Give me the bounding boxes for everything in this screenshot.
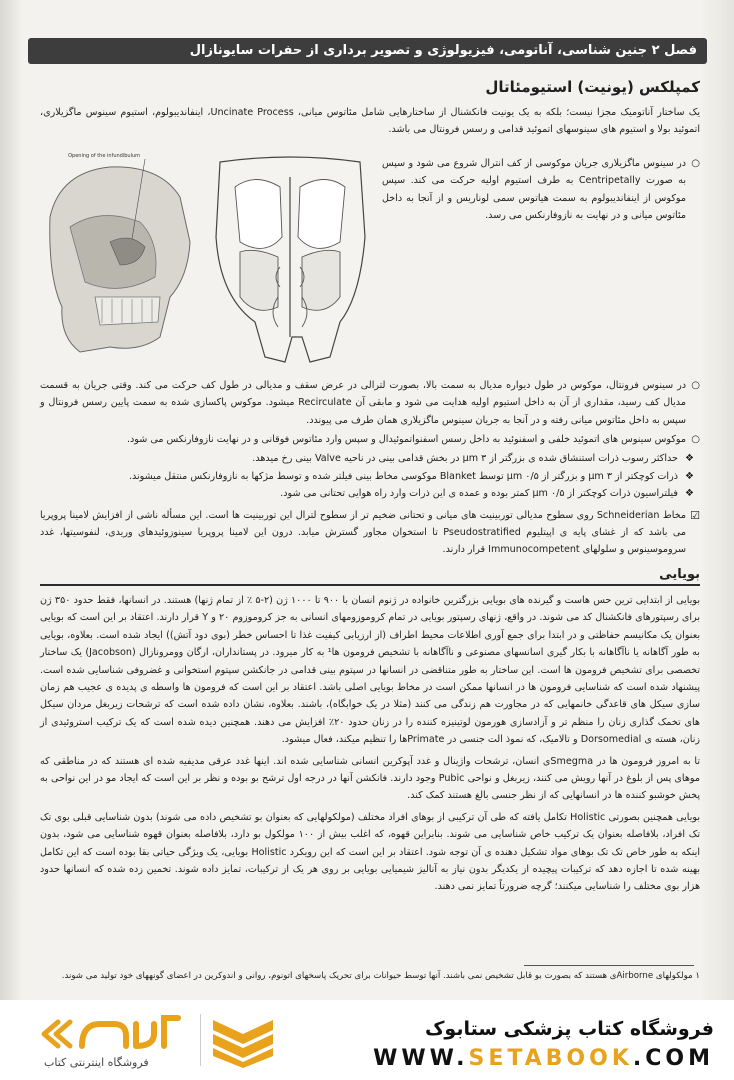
page-content	[40, 72, 700, 900]
figure-callout-label: Opening of the infundibulum	[68, 152, 140, 159]
store-banner	[0, 1000, 734, 1080]
shop-name: فروشگاه کتاب پزشکی ستابوک	[424, 1018, 714, 1040]
figure-side-text	[382, 155, 700, 227]
setabook-logo-icon	[34, 1010, 184, 1058]
intro-paragraph: یک ساختار آناتومیک مجزا نیست؛ بلکه به یک یونیت فانکشنال از ساختارهایی شامل مئاتوس میانی، Uncinate Process، اینفاندیبولوم، استیوم سینوس ماگزیلاری، اتموئید بولا و استیوم های سینوسهای اتموئید قدامی و رسس فرونتال می باشد.	[40, 107, 700, 136]
section-title-ostiomeatal: کمپلکس (یونیت) استیومئاتال	[485, 78, 700, 96]
paragraph: بویایی از ابتدایی ترین حس هاست و گیرنده های بویایی بزرگترین خانواده در ژنوم انسان با ۹۰۰ تا ۱۰۰۰ ژن (۲-۵ ٪ از تمام ژنها) هستند. در انسانها، فقط حدود ۳۵۰ ژن برای رسپتورهای فانکشنال کد می شوند. در واقع، ژنهای رسپتور بویایی در تمام کروموزومهای انسانی به جز کروموزوم ۲۰ و Y قرار دارند. اعتقاد بر این است که بویایی بعنوان یک مکانیسم حفاظتی و در ابتدا برای جمع آوری اطلاعات محیط اطراف (از ارزیابی کیفیت غذا تا احساس خطر (بوی دود آتش)) ایجاد شده است. بعلاوه، بویایی به طور آگاهانه یا ناآگاهانه با بکار گیری اسانسهای مصنوعی و ناآگاهانه با تشخیص فرومون ها¹ به کار میرود. در پستانداران، ارگان وومرونازال (Jacobson) یک ساختار تخصصی برای تشخیص فرومون ها است. این ساختار به طور متناقضی در انسانها در سپتوم بینی قدامی در جانکشن سپتوم استخوانی و غضروفی شناسایی شده است. پیشنهاد شده است که شناسایی فرومون ها در انسانها ممکن است در مخاط بویایی اصلی باشد. اعتقاد بر این است که فرومون ها واسطه ی پدیده ی عجیب هم زمان سازی سیکل های قاعدگی خانمهایی که در مجاورت هم زندگی می کنند (مثلا در یک خوابگاه)، باشند. بعلاوه، نشان داده شده است که ترشحات زیربغل مردان سیکل های تخمک گذاری زنان را منظم تر و آزادسازی هورمون لوتینیزه کننده را در زنان حدود ۲۰٪ افزایش می دهند. همچنین دیده شده است که یک ترکیب استروئیدی از زنان، هسته ی Dorsomedial و تالامیک، که نموذ الت جنسی در Primateها را تنظیم میکند، فعال میشود.	[40, 594, 701, 746]
particle-list	[40, 450, 700, 502]
section-title-olfaction: بویایی	[40, 567, 700, 586]
star-item: ❖ فیلتراسیون ذرات کوچکتر از ۰/۵ µm کمتر بوده و عمده ی این ذرات وارد راه هوایی تحتانی می شود.	[280, 488, 694, 500]
checkbox-icon: ☑	[690, 508, 700, 522]
sinus-anatomy-figure	[40, 147, 375, 372]
coronal-sinus-figure	[216, 157, 365, 362]
paragraph: تا به امروز فرومون ها در Smegmaی انسان، ترشحات واژینال و غدد آپوکرین انسانی شناسایی شده اند. اینها غدد عرقی مدیفیه شده ای هستند که در مناطقی که موهای پس از بلوغ در آنها رویش می کنند، زیربغل و نواحی Pubic وجود دارند. فانکشن آنها در درجه اول ترشح بو بوده و نظر بر این است که ایجاد مو در این نواحی به پخش خوشبو کننده ها در انسانهایی که از نظر جنسی بالغ هستند کمک کند.	[40, 755, 700, 802]
footnote: ۱ مولکولهای Airborneی هستند که بصورت بو قابل تشخیص نمی باشند. آنها توسط حیوانات برای تحریک پاسخهای اتونوم، روانی و اندوکرین در اعضای گونههای خود تولید می شوند.	[61, 971, 700, 981]
chapter-header-bar	[28, 38, 707, 64]
logo-subtitle: فروشگاه اینترنتی کتاب	[44, 1056, 149, 1069]
checkbox-note: ☑ مخاط Schneiderian روی سطوح مدیالی توربینیت های میانی و تحتانی ضخیم تر از سطوح لترال این توربینیت ها است. این مسأله ناشی از افزایش لامینا پروپریا می باشد که از غشای پایه ی اپیتلیوم Pseudostratified تا استخوان مجاور گسترش میابد. درون این لامینا پروپریا سینوزوئیدهای وریدی، لنفوسیتها، غدد سروموسینوس و سلولهای Immunocompetent قرار دارند.	[40, 508, 700, 556]
shop-url[interactable]: WWW.SETABOOK.COM	[373, 1046, 714, 1071]
star-item: ❖ حداکثر رسوب ذرات استنشاق شده ی بزرگتر از ۳ µm در بخش قدامی بینی در ناحیه Valve بینی رخ میدهد.	[252, 453, 694, 465]
chapter-title: فصل ۲ جنین شناسی، آناتومی، فیزیولوژی و تصویر برداری از حفرات سایونازال	[189, 43, 697, 58]
paragraph: بویایی همچنین بصورتی Holistic تکامل یافته که طی آن ترکیبی از بوهای افراد مختلف (مولکولهایی که بعنوان بو تشخیص داده می شوند) بدون شناسایی قبلی بوی تک تک افراد، بلافاصله بعنوان یک ترکیب خاص شناسایی می شوند. بنابراین قهوه، که اغلب بیش از ۱۰۰ مولکول بو دارد، بلافاصله بعنوان قهوه شناسایی می شود، بدون اینکه به طور خاص تک تک بوهای مواد تشکیل دهنده ی آن توجه شود. اعتقاد بر این است که این رویکرد Holistic بویایی، یک ویژگی حیاتی بقا بوده است که این تکامل بهینه شده تا اجازه دهد که ترکیبات پیچیده از یکدیگر بدون نیاز به آنالیز شیمیایی بویایی بر روی هر یک از ترکیبات، تمایز داده شوند. تخمین زده شده که انسانها حدود هزار بوی مختلف را شناسایی میکنند؛ گرچه ضرورتاً تمایز نمی دهند.	[40, 811, 701, 893]
footnote-divider	[524, 965, 694, 966]
banner-divider	[200, 1014, 201, 1066]
bullet-item: ○ در سینوس ماگزیلاری جریان موکوسی از کف انترال شروع می شود و سپس به صورت Centripetally به طرف استیوم اولیه حرکت می کند. سپس موکوس از اینفاندیبولوم به سمت هیاتوس سمی لوناریس و از آنجا به داخل مئاتوس میانی و در نهایت به نازوفارنکس می رسد.	[382, 157, 700, 222]
skull-lateral-figure	[50, 153, 190, 352]
mucus-flow-list	[40, 377, 700, 449]
figure-row	[40, 147, 700, 377]
bullet-item: ○ در سینوس فرونتال، موکوس در طول دیواره مدیال به سمت بالا، بصورت لترالی در عرض سقف و مدیالی در طول کف حرکت می کند. وقتی جریان به قسمت مدیال کف رسید، مقداری از آن به داخل استیوم اولیه هدایت می شود و مابقی آن Recirculate میشود. موکوس پاکسازی شده به سمت پایین رسس فرونتال و سپس به داخل مئاتوس میانی رفته و در آنجا به جریان سینوس ماگزیلاری همان طرف می پیوندد.	[40, 379, 700, 426]
star-item: ❖ ذرات کوچکتر از ۳ µm و بزرگتر از ۰/۵ µm توسط Blanket موکوسی مخاط بینی فیلتر شده و توسط مژکها به نازوفارنکس منتقل میشوند.	[128, 470, 694, 482]
bullet-item: ○ موکوس سینوس های اتموئید خلفی و اسفنوئید به داخل رسس اسفنواتموئیدال و سپس وارد مئاتوس فوقانی و در نهایت نازوفارنکس می شود.	[126, 434, 700, 446]
chevron-logo-icon	[208, 1014, 278, 1068]
